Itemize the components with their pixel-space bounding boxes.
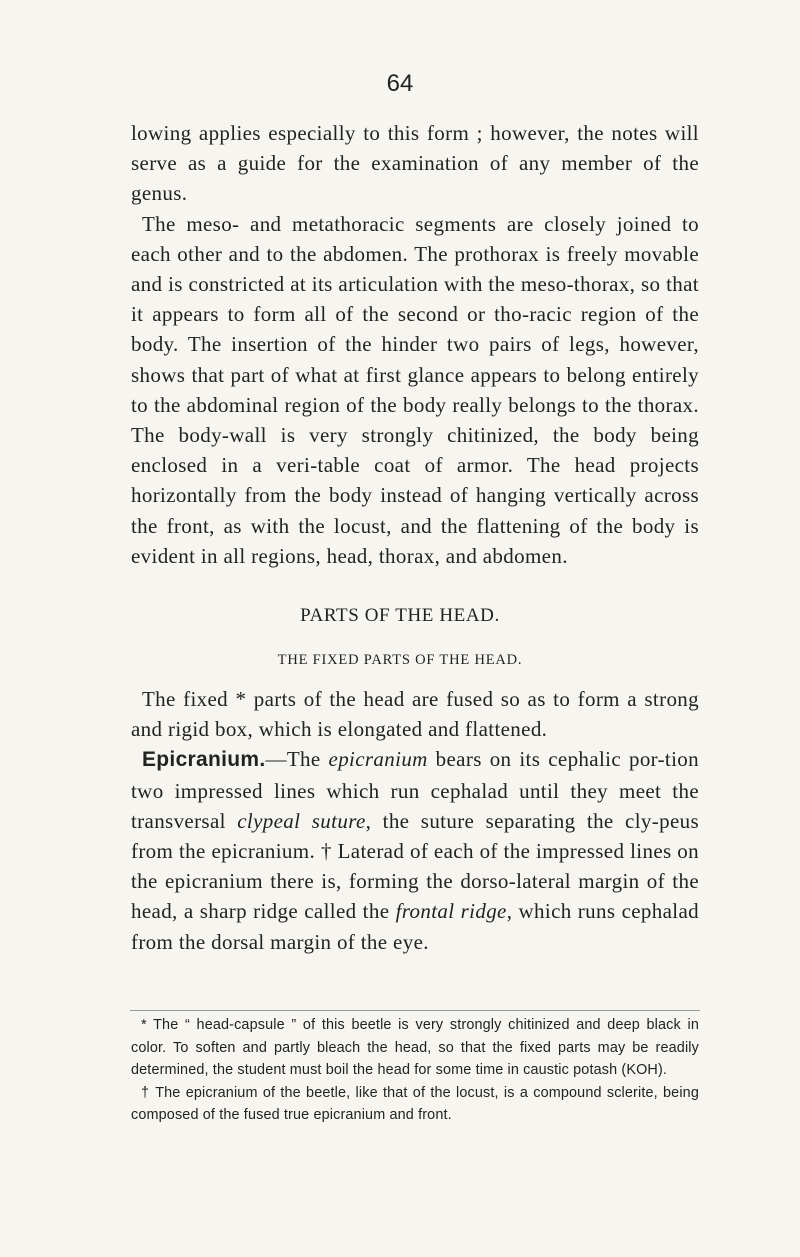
- footnote-asterisk: * The “ head-capsule ” of this beetle is very strongly chitinized and deep black in color. To soften and partly bleach the head, so that the fixed parts may be readily determined, the student must boil the head for some time in caustic potash (KOH).: [131, 1017, 699, 1079]
- body-text-top: [131, 118, 699, 571]
- footnotes: [131, 1014, 699, 1127]
- epicranium-dash: —The: [265, 747, 329, 772]
- paragraph-thorax: The meso- and metathoracic segments are closely joined to each other and to the abdomen. The prothorax is freely movable and is constricted at its articulation with the meso-thorax, so that it appears to form all of the second or tho-racic region of the body. The insertion of the hinder two pairs of legs, however, shows that part of what at first glance appears to belong entirely to the abdominal region of the body really belongs to the thorax. The body-wall is very strongly chitinized, the body being enclosed in a veri-table coat of armor. The head projects horizontally from the body instead of hanging vertically across the front, as with the locust, and the flattening of the body is evident in all regions, head, thorax, and abdomen.: [131, 211, 699, 568]
- footnote-divider: [130, 1010, 700, 1011]
- paragraph-continuation: lowing applies especially to this form ; however, the notes will serve as a guide for the examination of any member of the genus.: [131, 121, 699, 206]
- body-text-bottom: [131, 684, 699, 957]
- epicranium-term: Epicranium.: [142, 748, 266, 772]
- epicranium-text-1: bears on its cephalic por-tion two impressed lines which run cephalad until they meet the transversal: [131, 747, 699, 833]
- paragraph-fixed-parts: The fixed * parts of the head are fused so as to form a strong and rigid box, which is elongated and flattened.: [131, 687, 699, 742]
- epicranium-text-2: , the suture separating the cly-peus from the epicranium. † Laterad of each of the impressed lines on the epicranium there is, forming the dorso-lateral margin of the head, a sharp ridge called the: [131, 808, 699, 924]
- italic-clypeal-suture: clypeal suture: [237, 808, 366, 833]
- section-heading: PARTS OF THE HEAD.: [300, 605, 500, 626]
- paragraph-epicranium: [131, 744, 699, 956]
- subsection-heading: THE FIXED PARTS OF THE HEAD.: [277, 652, 523, 668]
- epicranium-text-3: , which runs cephalad from the dorsal margin of the eye.: [131, 899, 699, 954]
- italic-frontal-ridge: frontal ridge: [395, 899, 507, 924]
- page-number: 64: [386, 70, 414, 97]
- italic-epicranium: epicranium: [328, 747, 428, 772]
- footnote-dagger: † The epicranium of the beetle, like that of the locust, is a compound sclerite, being composed of the fused true epicranium and front.: [131, 1084, 699, 1124]
